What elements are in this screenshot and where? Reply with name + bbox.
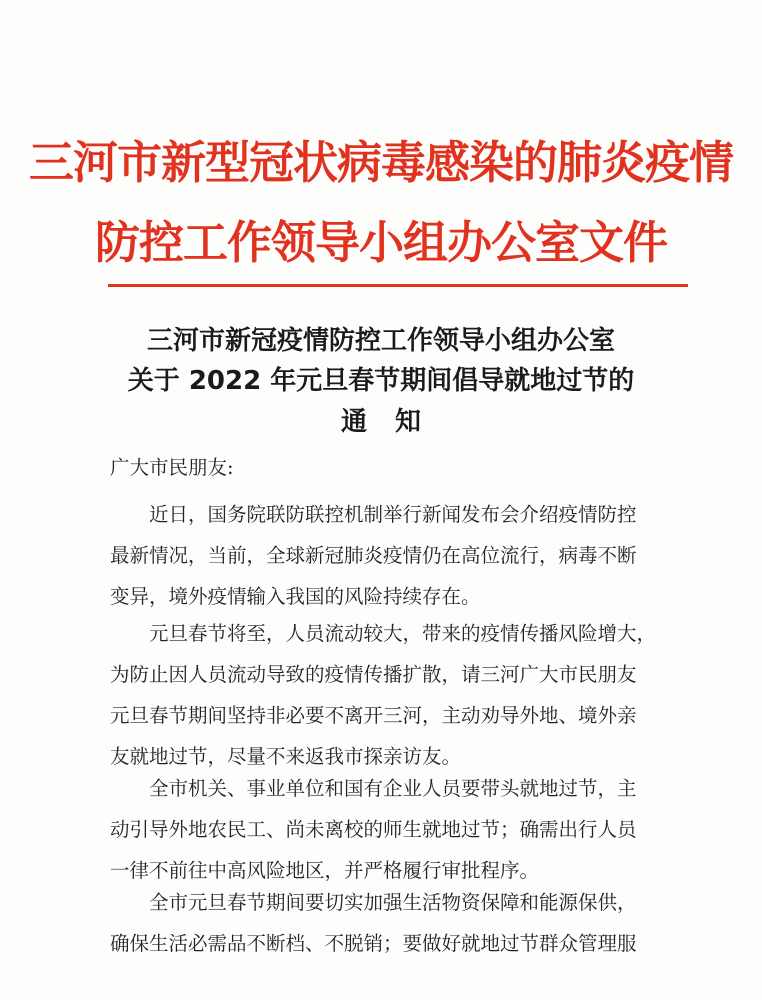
paragraph-3 <box>110 768 700 891</box>
salutation: 广大市民朋友: <box>110 456 234 479</box>
paragraph-line: 近日，国务院联防联控机制举行新闻发布会介绍疫情防控 <box>149 503 637 526</box>
paragraph-line: 最新情况，当前，全球新冠肺炎疫情仍在高位流行，病毒不断 <box>110 544 637 567</box>
paragraph-line: 确保生活必需品不断档、不脱销；要做好就地过节群众管理服 <box>110 932 637 955</box>
document-title-line-3: 通知 <box>340 407 449 437</box>
paragraph-line: 为防止因人员流动导致的疫情传播扩散，请三河广大市民朋友 <box>110 663 637 686</box>
paragraph-line: 元旦春节将至，人员流动较大，带来的疫情传播风险增大， <box>149 622 657 645</box>
paragraph-1 <box>110 494 700 617</box>
paragraph-line: 友就地过节，尽量不来返我市探亲访友。 <box>110 745 462 768</box>
header-divider <box>108 284 688 287</box>
paragraph-2 <box>110 613 700 777</box>
document-title-line-1: 三河市新冠疫情防控工作领导小组办公室 <box>146 326 615 356</box>
document-header-line-1: 三河市新型冠状病毒感染的肺炎疫情 <box>28 136 733 189</box>
document-title-line-2: 关于 2022 年元旦春节期间倡导就地过节的 <box>127 366 635 396</box>
paragraph-line: 一律不前往中高风险地区，并严格履行审批程序。 <box>110 859 540 882</box>
paragraph-line: 元旦春节期间坚持非必要不离开三河，主动劝导外地、境外亲 <box>110 704 637 727</box>
paragraph-4 <box>110 882 700 964</box>
document-header-line-2: 防控工作领导小组办公室文件 <box>94 216 667 269</box>
paragraph-line: 全市元旦春节期间要切实加强生活物资保障和能源保供， <box>149 891 637 914</box>
paragraph-line: 全市机关、事业单位和国有企业人员要带头就地过节，主 <box>149 777 637 800</box>
paragraph-line: 动引导外地农民工、尚未离校的师生就地过节；确需出行人员 <box>110 818 637 841</box>
paragraph-line: 变异，境外疫情输入我国的风险持续存在。 <box>110 585 481 608</box>
